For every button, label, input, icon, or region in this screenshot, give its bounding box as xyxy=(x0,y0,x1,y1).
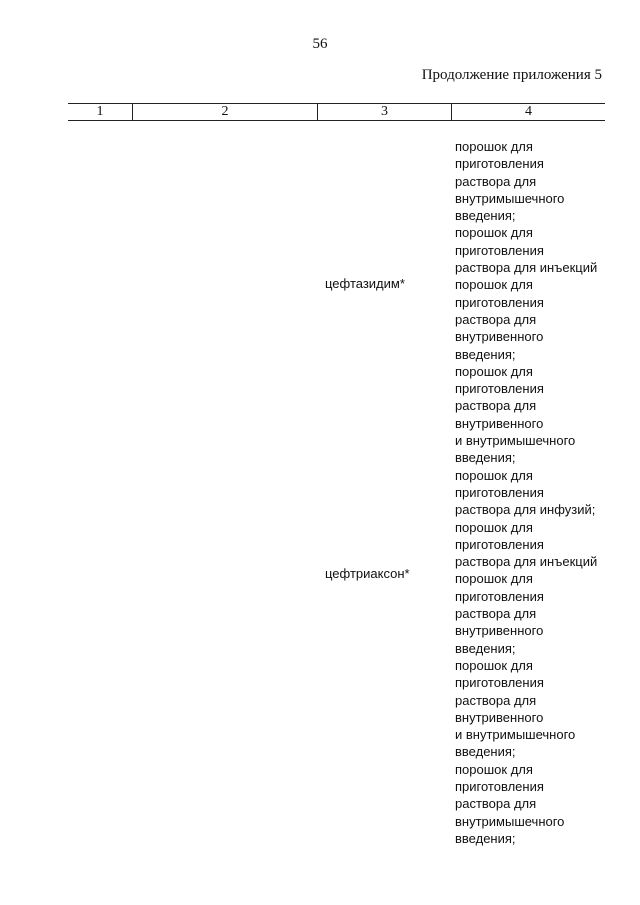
drug-name-ceftriaxone: цефтриаксон* xyxy=(325,566,410,581)
column-number-2: 2 xyxy=(221,104,229,119)
column-number-1: 1 xyxy=(96,104,104,119)
dosage-form-item: порошок для приготовления раствора для внутривенного введения; xyxy=(455,571,544,656)
dosage-form-item: порошок для приготовления раствора для внутривенного введения; xyxy=(455,277,544,362)
dosage-form-item: порошок для приготовления раствора для инфузий; xyxy=(455,467,596,518)
page-number: 56 xyxy=(312,36,328,52)
column-number-4: 4 xyxy=(525,104,532,119)
dosage-forms-list xyxy=(455,138,597,847)
dosage-form-item: порошок для приготовления раствора для внутримышечного введения; xyxy=(455,139,565,224)
dosage-form-item: порошок для приготовления раствора для инъекций xyxy=(455,519,598,570)
continuation-label: Продолжение приложения 5 xyxy=(421,67,602,83)
dosage-form-item: порошок для приготовления раствора для внутримышечного введения; xyxy=(455,761,565,846)
dosage-form-item: порошок для приготовления раствора для внутривенного и внутримышечного введения; xyxy=(455,657,576,760)
table-header-row xyxy=(68,103,605,121)
drug-name-ceftazidime: цефтазидим* xyxy=(325,276,405,291)
dosage-form-item: порошок для приготовления раствора для инъекций xyxy=(455,225,598,276)
dosage-form-item: порошок для приготовления раствора для внутривенного и внутримышечного введения; xyxy=(455,363,576,466)
column-number-3: 3 xyxy=(381,104,388,119)
